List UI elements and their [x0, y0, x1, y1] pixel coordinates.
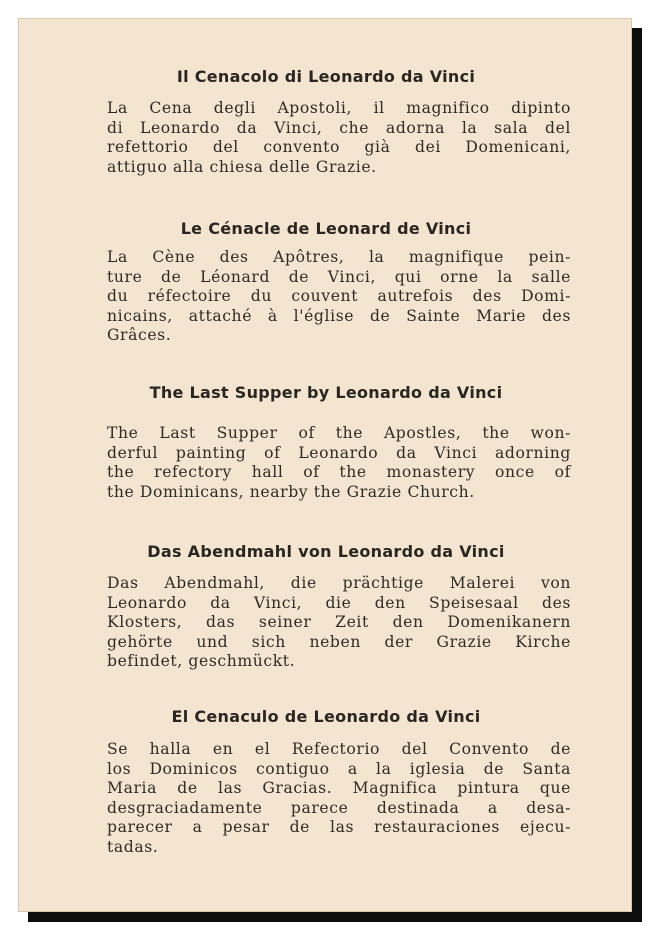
text-line: tadas. [107, 837, 159, 856]
text-line: los Dominicos contiguo a la iglesia de Santa [107, 759, 571, 778]
text-line: gehörte und sich neben der Grazie Kirche [107, 632, 571, 651]
text-line: La Cena degli Apostoli, il magnifico dipinto [107, 99, 571, 117]
section-body [107, 248, 571, 346]
section-body [107, 740, 571, 857]
text-line: Klosters, das seiner Zeit den Domenikanern [107, 613, 571, 631]
text-line: the refectory hall of the monastery once of [107, 463, 571, 481]
text-line: La Cène des Apôtres, la magnifique pein- [107, 248, 571, 266]
text-line: Leonardo da Vinci, die den Speisesaal des [107, 593, 571, 612]
text-line: Se halla en el Refectorio del Convento de [107, 740, 571, 758]
text-line: desgraciadamente parece destinada a desa- [107, 798, 571, 817]
text-line: The Last Supper of the Apostles, the won- [107, 424, 571, 442]
section-title: Das Abendmahl von Leonardo da Vinci [147, 542, 505, 561]
section-body [107, 574, 571, 672]
text-line: parecer a pesar de las restauraciones ejecu- [107, 818, 571, 836]
text-line: Das Abendmahl, die prächtige Malerei von [107, 574, 571, 592]
text-line: attiguo alla chiesa delle Grazie. [107, 157, 377, 176]
postcard-back [18, 18, 632, 912]
section-body [107, 424, 571, 502]
text-line: befindet, geschmückt. [107, 652, 296, 670]
section-title: The Last Supper by Leonardo da Vinci [149, 383, 503, 402]
text-line: refettorio del convento già dei Domenicani, [107, 138, 571, 156]
text-line: derful painting of Leonardo da Vinci adorning [107, 443, 571, 462]
text-line: the Dominicans, nearby the Grazie Church. [107, 482, 475, 501]
text-line: du réfectoire du couvent autrefois des Domi- [107, 287, 571, 305]
text-line: nicains, attaché à l'église de Sainte Marie des [107, 306, 571, 325]
section-title: El Cenaculo de Leonardo da Vinci [171, 707, 481, 726]
text-line: Grâces. [107, 326, 172, 344]
text-line: Maria de las Gracias. Magnifica pintura que [107, 779, 571, 797]
text-line: ture de Léonard de Vinci, qui orne la salle [107, 267, 571, 286]
section-body [107, 99, 571, 177]
section-title: Il Cenacolo di Leonardo da Vinci [176, 67, 476, 86]
text-line: di Leonardo da Vinci, che adorna la sala del [107, 118, 571, 137]
section-title: Le Cénacle de Leonard de Vinci [180, 219, 472, 238]
